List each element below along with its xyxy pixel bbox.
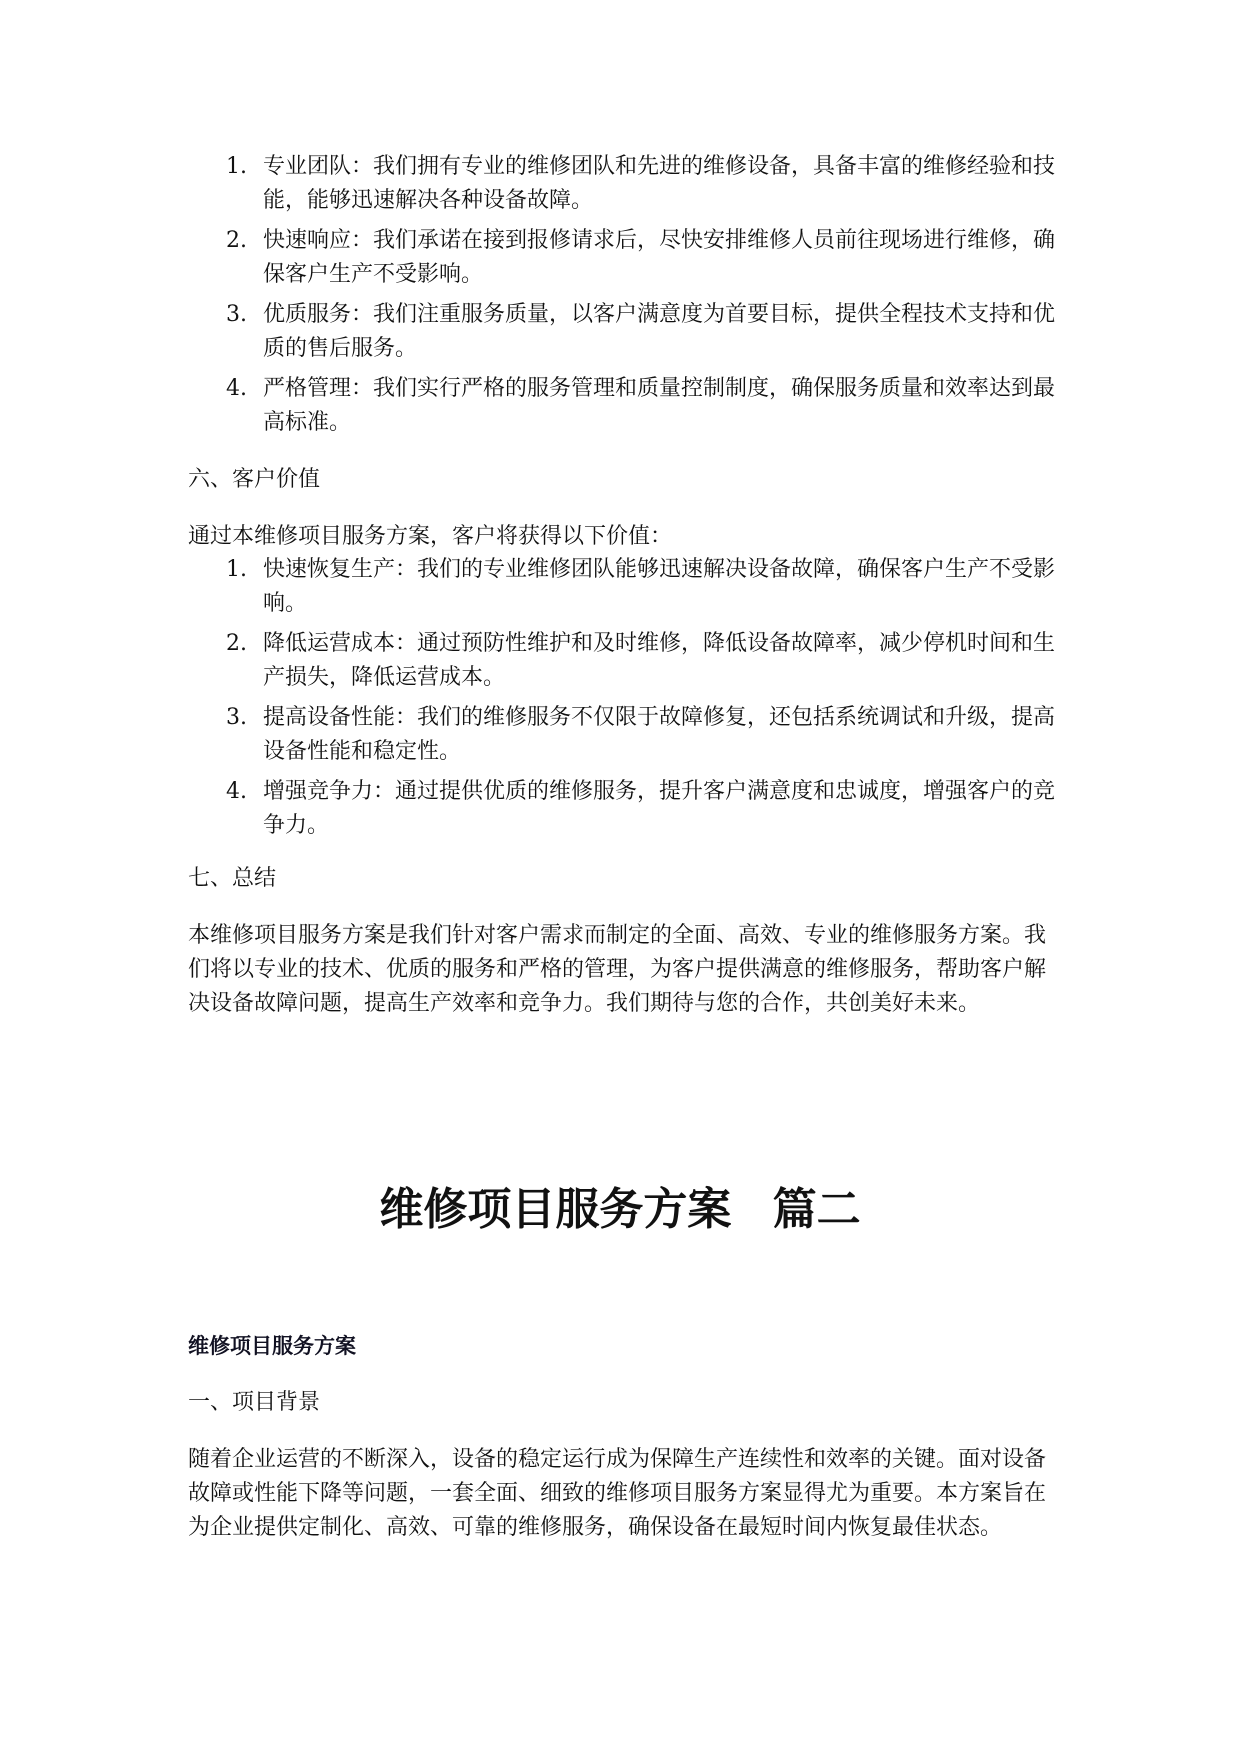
list-item: [188, 224, 1056, 292]
list-text: 增强竞争力：通过提供优质的维修服务，提升客户满意度和忠诚度，增强客户的竞争力。: [263, 779, 1056, 838]
list-text: 严格管理：我们实行严格的服务管理和质量控制制度，确保服务质量和效率达到最高标准。: [263, 376, 1056, 435]
list-text: 优质服务：我们注重服务质量，以客户满意度为首要目标，提供全程技术支持和优质的售后服务。: [263, 302, 1056, 361]
list-number: 4.: [226, 779, 247, 804]
list-item: [188, 553, 1056, 621]
list-number: 1.: [226, 557, 247, 582]
list-item: [188, 627, 1056, 695]
list-item: [188, 701, 1056, 769]
list-number: 1.: [226, 154, 247, 179]
list-number: 2.: [226, 631, 247, 656]
list-text: 提高设备性能：我们的维修服务不仅限于故障修复，还包括系统调试和升级，提高设备性能和稳定性。: [263, 705, 1056, 764]
customer-value-list: [188, 553, 1056, 843]
list-item: [188, 298, 1056, 366]
list-text: 降低运营成本：通过预防性维护和及时维修，降低设备故障率，减少停机时间和生产损失，降低运营成本。: [263, 631, 1056, 690]
list-text: 快速响应：我们承诺在接到报修请求后，尽快安排维修人员前往现场进行维修，确保客户生产不受影响。: [263, 228, 1056, 287]
section-heading: 一、项目背景: [188, 1390, 321, 1415]
list-text: 快速恢复生产：我们的专业维修团队能够迅速解决设备故障，确保客户生产不受影响。: [263, 557, 1056, 616]
list-item: [188, 150, 1056, 218]
summary-paragraph: 本维修项目服务方案是我们针对客户需求而制定的全面、高效、专业的维修服务方案。我们将以专业的技术、优质的服务和严格的管理，为客户提供满意的维修服务，帮助客户解决设备故障问题，提高生产效率和竞争力。我们期待与您的合作，共创美好未来。: [188, 923, 1047, 1016]
part2-title: 维修项目服务方案 篇二: [379, 1184, 861, 1235]
list-number: 3.: [226, 302, 247, 327]
background-paragraph: 随着企业运营的不断深入，设备的稳定运行成为保障生产连续性和效率的关键。面对设备故障或性能下降等问题，一套全面、细致的维修项目服务方案显得尤为重要。本方案旨在为企业提供定制化、高效、可靠的维修服务，确保设备在最短时间内恢复最佳状态。: [188, 1447, 1047, 1540]
section-intro: 通过本维修项目服务方案，客户将获得以下价值：: [188, 524, 673, 549]
section-heading: 六、客户价值: [188, 467, 321, 492]
list-number: 3.: [226, 705, 247, 730]
list-item: [188, 372, 1056, 440]
list-number: 2.: [226, 228, 247, 253]
section-heading: 七、总结: [188, 866, 277, 891]
part2-subtitle: 维修项目服务方案: [188, 1334, 356, 1358]
list-item: [188, 775, 1056, 843]
advantages-list: [188, 150, 1056, 440]
list-text: 专业团队：我们拥有专业的维修团队和先进的维修设备，具备丰富的维修经验和技能，能够迅速解决各种设备故障。: [263, 154, 1056, 213]
list-number: 4.: [226, 376, 247, 401]
